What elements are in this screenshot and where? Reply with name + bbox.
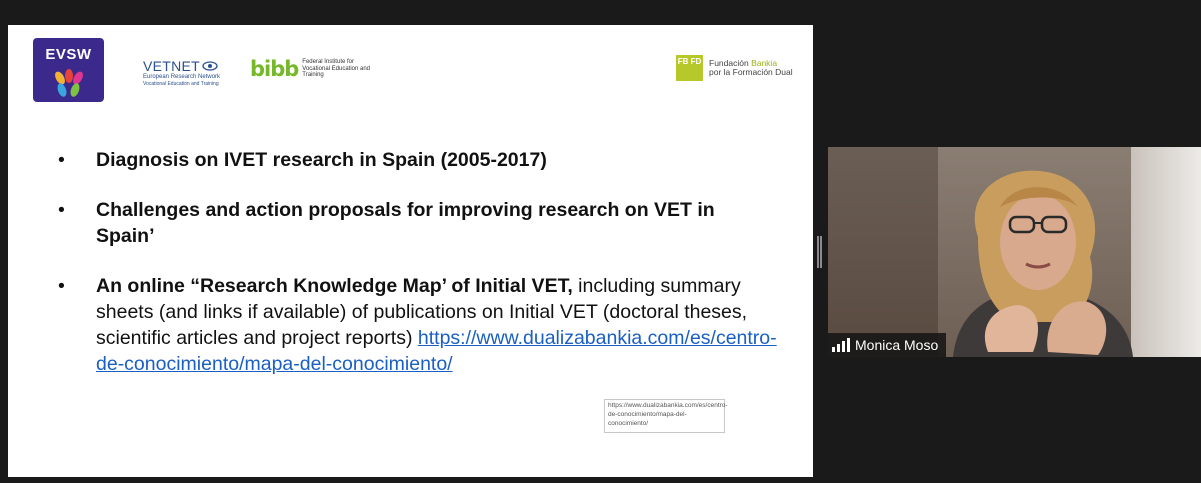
eye-icon — [202, 61, 218, 71]
knowledge-map-link[interactable]: https://www.dualizabankia.com/es/centro-de-conocimiento/mapa-del-conocimiento/ — [96, 327, 777, 375]
bullet-dot: • — [58, 149, 65, 171]
bullet-text: Challenges and action proposals for improving research on VET in Spain’ — [96, 199, 715, 247]
fbfd-logo-box: FB FD — [676, 55, 703, 81]
evsw-logo-text: EVSW — [45, 46, 92, 63]
bullet-dot: • — [58, 199, 65, 221]
link-tooltip: https://www.dualizabankia.com/es/centro-de-conocimiento/mapa-del-conocimiento/ — [604, 399, 725, 433]
fundacion-bankia-logo — [676, 55, 793, 81]
shared-slide — [8, 25, 813, 477]
bullet-item — [58, 273, 778, 377]
bibb-logo-mark: bibb — [250, 57, 299, 81]
vetnet-logo — [143, 58, 238, 90]
bibb-logo-text: Federal Institute for Vocational Education and Training — [302, 59, 371, 79]
bibb-logo — [250, 58, 382, 80]
participant-video-icon — [828, 147, 1201, 357]
bullet-text: including summary sheets (and links if available) of publications on Initial VET (doctoral theses, scientific articles and project reports) — [96, 275, 748, 349]
participant-name: Monica Moso — [855, 337, 939, 353]
evsw-logo — [33, 38, 104, 102]
bullet-text-bold: An online “Research Knowledge Map’ of Initial VET, — [96, 275, 573, 297]
evsw-leaves-icon — [51, 68, 87, 100]
fbfd-logo-line2: por la Formación Dual — [709, 67, 793, 77]
vetnet-logo-sub2: Vocational Education and Training — [143, 81, 219, 87]
panel-splitter-handle[interactable] — [817, 236, 822, 268]
vetnet-logo-name: VETNET — [143, 58, 201, 74]
bullet-item — [58, 147, 778, 173]
fbfd-logo-line1a: Fundación — [709, 57, 752, 68]
bullet-item — [58, 197, 778, 249]
participant-video-tile[interactable] — [828, 147, 1201, 357]
bullet-text: Diagnosis on IVET research in Spain (2005-2017) — [96, 149, 547, 171]
signal-bars-icon — [832, 338, 850, 352]
vetnet-logo-sub1: European Research Network — [143, 74, 221, 80]
fbfd-logo-line1b: Bankia — [751, 57, 778, 68]
bullet-dot: • — [58, 275, 65, 297]
participant-namebar — [828, 333, 946, 357]
bullet-list — [58, 147, 778, 377]
